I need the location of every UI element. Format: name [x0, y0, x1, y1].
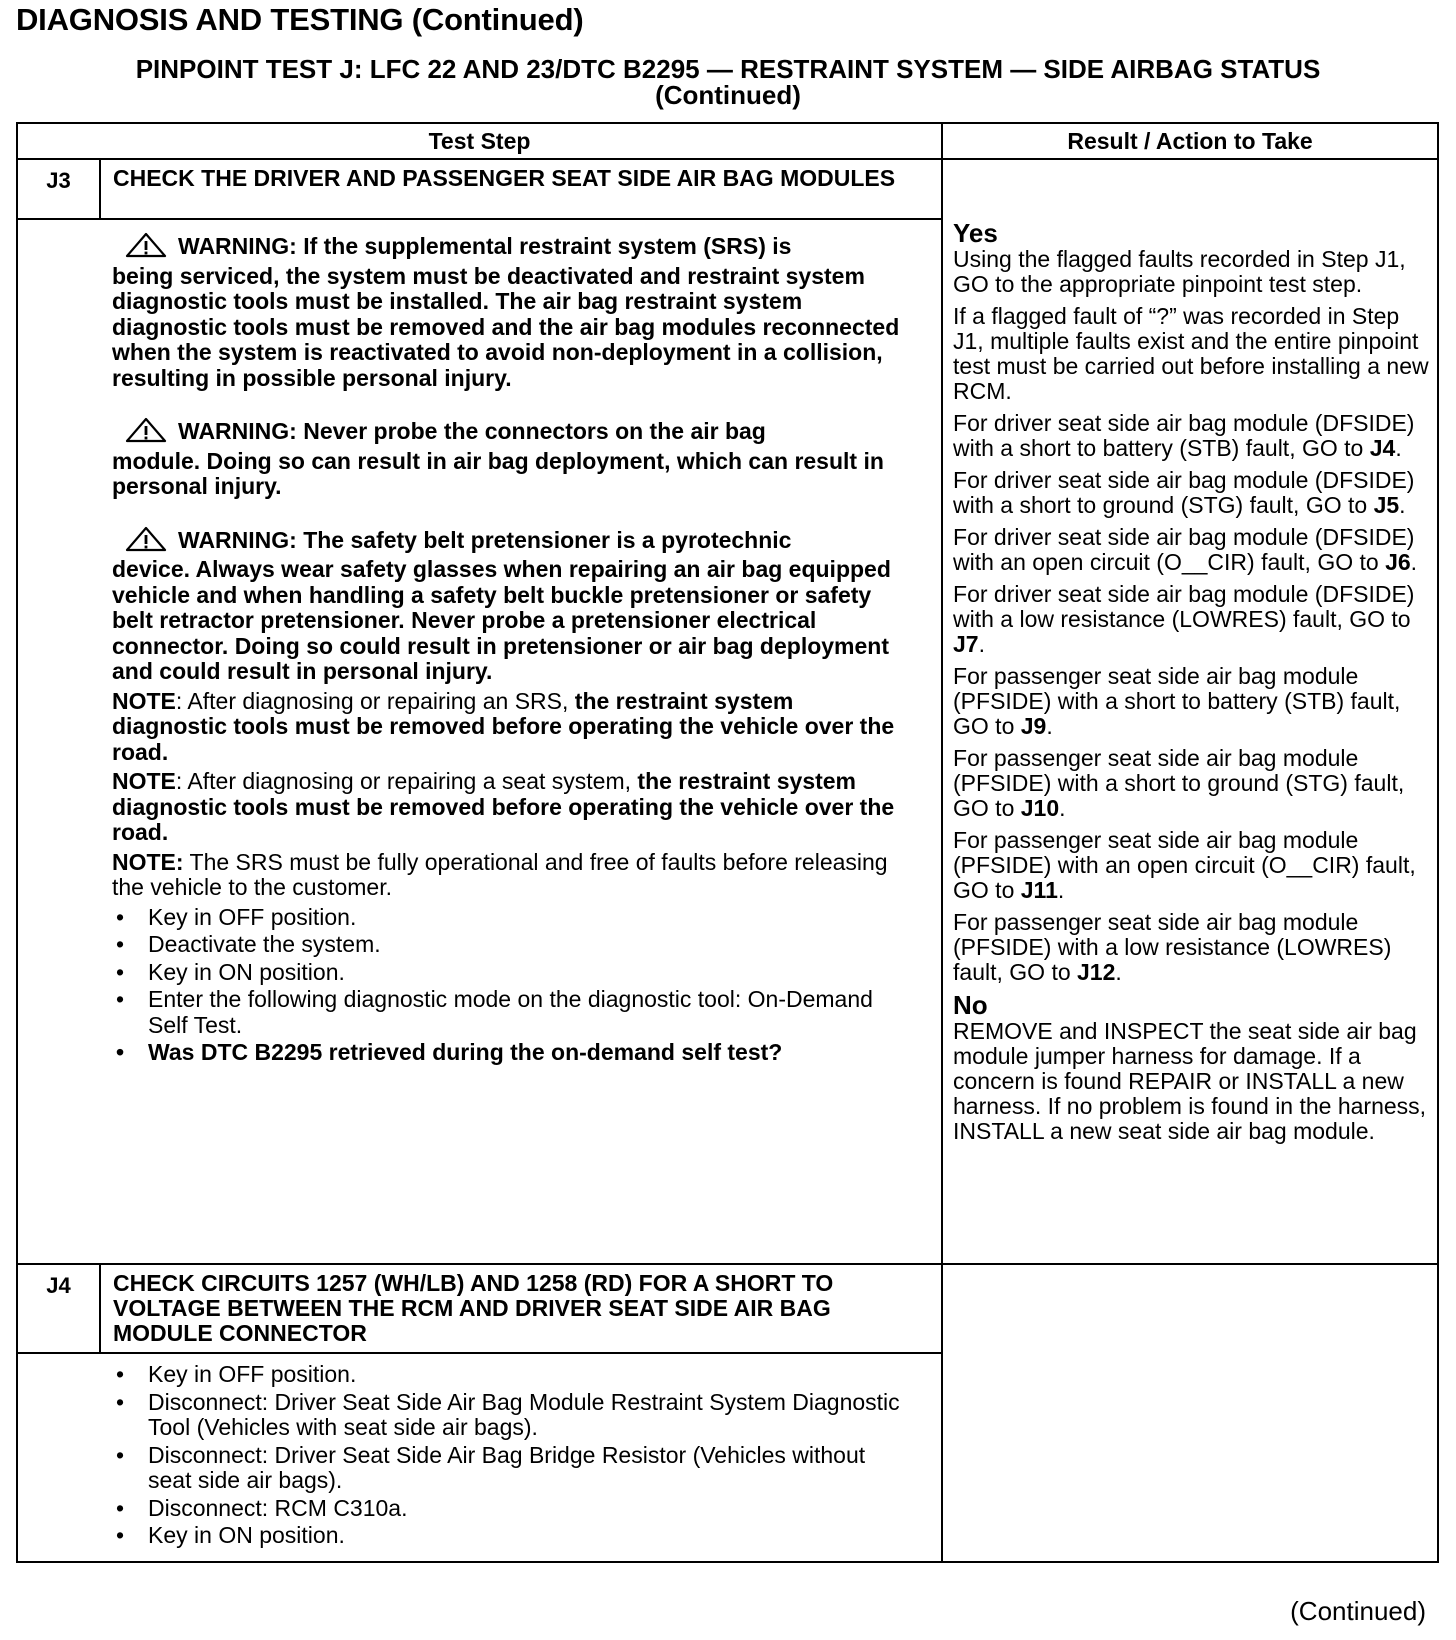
- j3-no-label: No: [953, 990, 988, 1020]
- step-j3-result: [942, 159, 1438, 1264]
- table-header-row: [17, 123, 1438, 159]
- step-bullet: • Key in OFF position.: [112, 905, 905, 931]
- column-header-result: Result / Action to Take: [942, 123, 1438, 159]
- warning-triangle-icon: [124, 232, 168, 264]
- yes-result-item: For driver seat side air bag module (DFSIDE) with a short to ground (STG) fault, GO to J5.: [953, 467, 1415, 518]
- warning-first-line: [112, 417, 905, 449]
- goto-step-link[interactable]: J4: [1369, 435, 1396, 461]
- step-bullet: • Key in ON position.: [112, 1523, 905, 1549]
- note-emphasis: the restraint system diagnostic tools must be removed before operating the vehicle over the road.: [112, 687, 895, 765]
- yes-result-item: [953, 304, 1429, 404]
- yes-result-text: For driver seat side air bag module (DFSIDE) with a short to battery (STB) fault, GO to: [953, 410, 1415, 461]
- pinpoint-test-table: [16, 122, 1439, 1563]
- note-emphasis: the restraint system diagnostic tools must be removed before operating the vehicle over the road.: [112, 768, 895, 845]
- column-header-test-step: Test Step: [17, 123, 942, 159]
- goto-step-link[interactable]: J12: [1077, 959, 1116, 985]
- yes-result-text: For driver seat side air bag module (DFSIDE) with a short to ground (STG) fault, GO to: [953, 467, 1415, 518]
- goto-step-link[interactable]: J6: [1385, 549, 1411, 575]
- warning-block: [112, 417, 905, 500]
- step-j3-title: CHECK THE DRIVER AND PASSENGER SEAT SIDE AIR BAG MODULES: [100, 159, 942, 219]
- step-j3-title-row: [17, 159, 1438, 219]
- pinpoint-test-title: [16, 56, 1440, 108]
- note-label: NOTE:: [112, 848, 184, 875]
- j3-no-text: REMOVE and INSPECT the seat side air bag module jumper harness for damage. If a concern is found REPAIR or INSTALL a new harness. If no problem is found in the harness, INSTALL a new seat side air bag module.: [953, 1018, 1427, 1144]
- j3-warnings: [112, 232, 905, 685]
- warning-triangle-icon: [124, 526, 168, 558]
- goto-step-link[interactable]: J10: [1020, 795, 1060, 821]
- note-label: NOTE: [112, 768, 176, 794]
- note-text: : After diagnosing or repairing an SRS,: [175, 687, 575, 714]
- warning-text: module. Doing so can result in air bag deployment, which can result in personal injury.: [112, 447, 884, 499]
- step-j3-id-spacer: [17, 219, 100, 1264]
- yes-result-item: [953, 247, 1429, 297]
- yes-result-text: If a flagged fault of “?” was recorded in Step J1, multiple faults exist and the entire pinpoint test must be carried out before installing a new RCM.: [953, 303, 1429, 404]
- step-bullet: • Disconnect: Driver Seat Side Air Bag Module Restraint System Diagnostic Tool (Vehicles with seat side air bags).: [112, 1390, 905, 1441]
- yes-result-text: For passenger seat side air bag module (PFSIDE) with an open circuit (O__CIR) fault, GO to: [953, 827, 1416, 903]
- yes-result-item: For passenger seat side air bag module (PFSIDE) with a short to ground (STG) fault, GO to J10.: [953, 745, 1405, 821]
- note-block: [112, 689, 905, 766]
- note-text: : After diagnosing or repairing a seat system,: [175, 768, 638, 794]
- step-bullet: • Disconnect: Driver Seat Side Air Bag Bridge Resistor (Vehicles without seat side air bags).: [112, 1443, 905, 1494]
- warning-first-text: WARNING: The safety belt pretensioner is a pyrotechnic: [178, 526, 792, 553]
- j4-step-list: [112, 1362, 905, 1549]
- step-j4-result: [942, 1264, 1438, 1562]
- step-bullet: • Key in ON position.: [112, 960, 905, 986]
- note-block: [112, 850, 905, 901]
- pinpoint-test-title-line1: PINPOINT TEST J: LFC 22 AND 23/DTC B2295 — RESTRAINT SYSTEM — SIDE AIRBAG STATUS: [135, 54, 1321, 84]
- pinpoint-test-title-line2: (Continued): [655, 80, 801, 110]
- step-bullet: • Deactivate the system.: [112, 932, 905, 958]
- yes-result-text: For passenger seat side air bag module (PFSIDE) with a short to ground (STG) fault, GO to: [953, 745, 1405, 821]
- goto-step-link[interactable]: J11: [1020, 877, 1058, 903]
- j3-notes: [112, 689, 905, 901]
- j3-question: • Was DTC B2295 retrieved during the on-demand self test?: [112, 1040, 905, 1066]
- note-text: The SRS must be fully operational and free of faults before releasing the vehicle to the customer.: [112, 848, 888, 900]
- goto-step-link[interactable]: J7: [953, 631, 979, 657]
- yes-result-item: For passenger seat side air bag module (PFSIDE) with a short to battery (STB) fault, GO to J9.: [953, 663, 1401, 739]
- note-block: [112, 769, 905, 846]
- note-label: NOTE: [112, 687, 176, 714]
- yes-result-text: For driver seat side air bag module (DFSIDE) with an open circuit (O__CIR) fault, GO to: [953, 524, 1415, 575]
- yes-result-item: For passenger seat side air bag module (PFSIDE) with an open circuit (O__CIR) fault, GO to J11.: [953, 827, 1416, 903]
- warning-text: being serviced, the system must be deactivated and restraint system diagnostic tools must be installed. The air bag restraint system diagnostic tools must be removed and the air bag modules reconnected when the system is reactivated to avoid non-deployment in a collision, resulting in possible personal injury.: [112, 262, 900, 391]
- step-j4-body: [100, 1353, 942, 1562]
- warning-first-line: [112, 526, 905, 558]
- warning-first-line: [112, 232, 905, 264]
- step-j4-id: J4: [17, 1264, 100, 1353]
- step-bullet: • Enter the following diagnostic mode on the diagnostic tool: On-Demand Self Test.: [112, 987, 905, 1038]
- step-j4-id-spacer: [17, 1353, 100, 1562]
- warning-triangle-icon: [124, 417, 168, 449]
- yes-result-item: For driver seat side air bag module (DFSIDE) with a low resistance (LOWRES) fault, GO to J7.: [953, 581, 1415, 657]
- yes-result-text: For passenger seat side air bag module (PFSIDE) with a short to battery (STB) fault, GO to: [953, 663, 1401, 739]
- step-j4-title: CHECK CIRCUITS 1257 (WH/LB) AND 1258 (RD) FOR A SHORT TO VOLTAGE BETWEEN THE RCM AND DRIVER SEAT SIDE AIR BAG MODULE CONNECTOR: [100, 1264, 942, 1353]
- step-bullet: • Key in OFF position.: [112, 1362, 905, 1388]
- warning-first-text: WARNING: If the supplemental restraint system (SRS) is: [178, 233, 792, 259]
- yes-result-item: For passenger seat side air bag module (PFSIDE) with a low resistance (LOWRES) fault, GO to J12.: [953, 909, 1392, 985]
- j3-step-list: [112, 905, 905, 1039]
- yes-result-item: For driver seat side air bag module (DFSIDE) with an open circuit (O__CIR) fault, GO to J6.: [953, 524, 1418, 575]
- step-j3-body: [100, 219, 942, 1264]
- warning-block: [112, 526, 905, 685]
- step-bullet: • Disconnect: RCM C310a.: [112, 1496, 905, 1522]
- goto-step-link[interactable]: J5: [1373, 492, 1400, 518]
- step-j3-id: J3: [17, 159, 100, 219]
- yes-result-text: Using the flagged faults recorded in Step J1, GO to the appropriate pinpoint test step.: [953, 246, 1406, 297]
- yes-result-text: For passenger seat side air bag module (PFSIDE) with a low resistance (LOWRES) fault, GO to: [953, 909, 1392, 985]
- warning-block: [112, 232, 905, 391]
- goto-step-link[interactable]: J9: [1020, 713, 1047, 739]
- yes-result-text: For driver seat side air bag module (DFSIDE) with a low resistance (LOWRES) fault, GO to: [953, 581, 1415, 632]
- page-footer: (Continued): [1290, 1596, 1426, 1626]
- yes-result-item: For driver seat side air bag module (DFSIDE) with a short to battery (STB) fault, GO to J4.: [953, 410, 1415, 461]
- j3-yes-label: Yes: [953, 218, 998, 248]
- j3-yes-list: [953, 247, 1429, 985]
- warning-first-text: WARNING: Never probe the connectors on the air bag: [178, 418, 766, 444]
- step-j4-title-row: [17, 1264, 1438, 1353]
- page-header: DIAGNOSIS AND TESTING (Continued): [16, 2, 584, 37]
- warning-text: device. Always wear safety glasses when repairing an air bag equipped vehicle and when handling a safety belt buckle pretensioner or safety belt retractor pretensioner. Never probe a pretensioner electrical connector. Doing so could result in pretensioner or air bag deployment and could result in personal injury.: [112, 556, 891, 684]
